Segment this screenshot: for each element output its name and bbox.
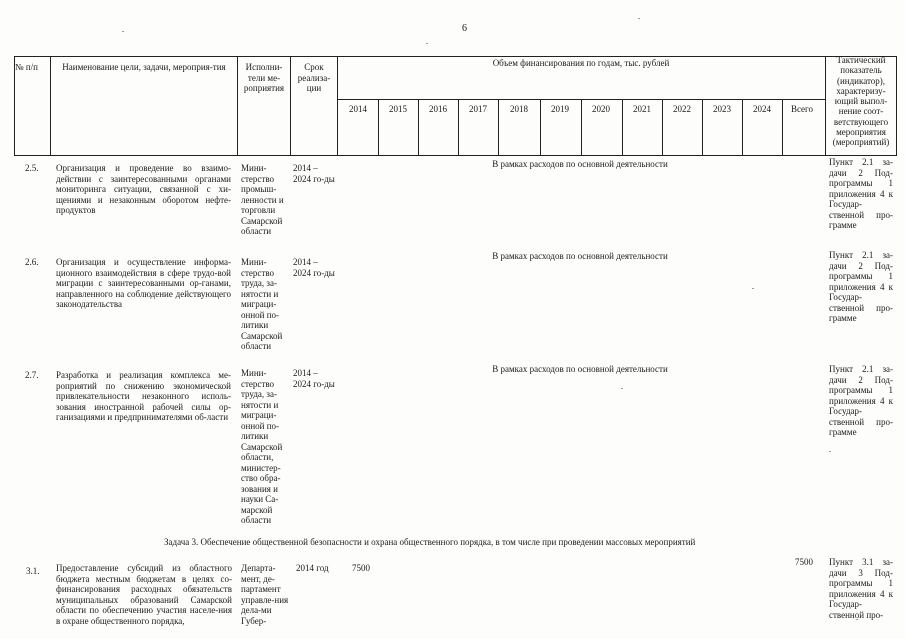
row-name: Организация и проведение во взаимо-действии с заинтересованными органами мониторинга ситуации, связанной с хи-щениями и незаконным оборотом нефте-продуктов: [56, 163, 231, 215]
row-financing: В рамках расходов по основной деятельности: [492, 251, 668, 261]
task-heading: Задача 3. Обеспечение общественной безопасности и охрана общественного порядка, в том числе при проведении массовых мероприятий: [164, 537, 696, 547]
header-col-number: № п/п: [15, 62, 38, 72]
row-number: 2.5.: [25, 163, 39, 173]
row-name: Организация и осуществление информа-ционного взаимодействия в сфере трудо-вой миграции с заинтересованными ор-ганами, направленного на соблюдение действующего законодательства: [56, 257, 231, 309]
row-indicator: Пункт 2.1 за-дачи 2 Под-программы 1 приложения 4 к Государ-ственной про-грамме: [829, 157, 893, 230]
header-col-name: Наименование цели, задачи, мероприя-тия: [62, 62, 226, 72]
header-year-2023: 2023: [713, 104, 731, 114]
page-number: 6: [462, 23, 467, 34]
row-indicator: Пункт 2.1 за-дачи 2 Под-программы 1 приложения 4 к Государ-ственной про-грамме: [829, 364, 893, 437]
header-year-2014: 2014: [349, 104, 367, 114]
header-year-2024: 2024: [753, 104, 771, 114]
row-financing: В рамках расходов по основной деятельности: [492, 159, 668, 169]
row-executors: Мини-стерство труда, за-нятости и миграци-онной по-литики Самарской области: [241, 257, 283, 351]
row-indicator: Пункт 3.1 за-дачи 3 Под-программы 1 приложения 4 к Государ-ственной про-: [829, 557, 893, 620]
row-number: 2.7.: [25, 370, 39, 380]
header-year-2015: 2015: [389, 104, 407, 114]
row-name: Разработка и реализация комплекса ме-роприятий по снижению экономической привлекательности незаконного исполь-зования иностранной рабочей силы ор-ганизациями и предпринимателями об-ласти: [56, 370, 231, 422]
header-col-term: Срок реализа-ции: [297, 62, 331, 93]
header-year-2019: 2019: [551, 104, 569, 114]
row-name: Предоставление субсидий из областного бюджета местным бюджетам в целях со-финансирования расходных обязательств муниципальных образований Самарской области по обеспечению участия населе-ния в охране общественного порядка,: [56, 563, 232, 626]
row-number: 2.6.: [25, 257, 39, 267]
header-year-2020: 2020: [592, 104, 610, 114]
header-year-2017: 2017: [469, 104, 487, 114]
header-year-2018: 2018: [510, 104, 528, 114]
row-financing: В рамках расходов по основной деятельности: [492, 364, 668, 374]
header-col-executors: Исполни-тели ме-роприятия: [243, 62, 285, 93]
row-value-total: 7500: [795, 557, 813, 567]
row-indicator: Пункт 2.1 за-дачи 2 Под-программы 1 приложения 4 к Государ-ственной про-грамме: [829, 250, 893, 323]
row-term: 2014 – 2024 го-ды: [293, 163, 335, 184]
header-col-financing: Объем финансирования по годам, тыс. рублей: [492, 58, 670, 68]
header-year-2016: 2016: [429, 104, 447, 114]
row-value-2014: 7500: [352, 563, 370, 573]
row-term: 2014 год: [296, 563, 329, 573]
row-number: 3.1.: [26, 566, 40, 576]
header-col-indicator: Тактический показатель (индикатор), характеризу-ющий выпол-нение соот-ветствующего мероприятия (мероприятий): [832, 55, 890, 148]
header-year-2021: 2021: [633, 104, 651, 114]
row-term: 2014 – 2024 го-ды: [293, 257, 335, 278]
header-year-2022: 2022: [673, 104, 691, 114]
row-executors: Департа-мент, де-партамент управле-ния дела-ми Губер-: [241, 563, 289, 626]
row-executors: Мини-стерство труда, за-нятости и миграци-онной по-литики Самарской области, министер-ство обра-зования и науки Са-марской области: [241, 368, 283, 525]
row-term: 2014 – 2024 го-ды: [293, 368, 335, 389]
row-executors: Мини-стерство промыш-ленности и торговли Самарской области: [241, 163, 284, 236]
header-year-total: Всего: [790, 104, 814, 114]
